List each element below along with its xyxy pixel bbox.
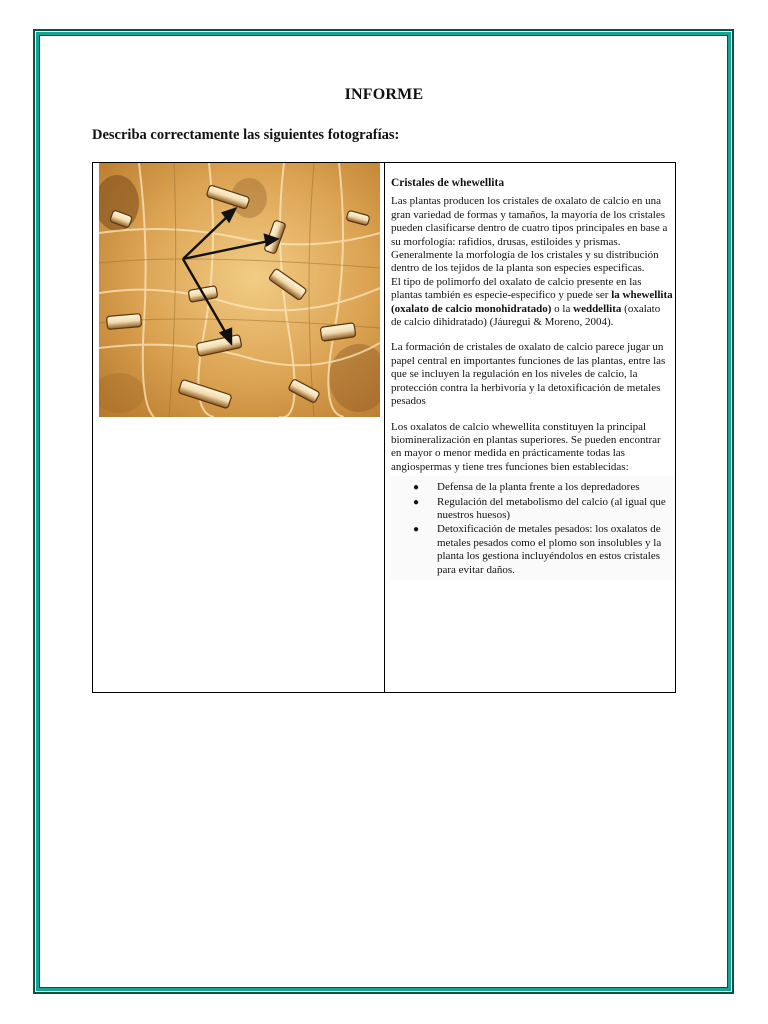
functions-list [391,476,675,580]
paragraph-1-part-c-pre: El tipo de polimorfo del oxalato de calcio presente en las plantas también es especie-especifico y puede ser [391,275,642,302]
description-cell [391,177,673,580]
paragraph-1-part-b: Generalmente la morfología de los cristales y su distribución dentro de los tejidos de la planta son especies especificas. [391,249,659,275]
paragraph-1-part-c-post: (oxalato de calcio dihidratado) (Jáuregui & Moreno, 2004). [391,302,661,329]
paragraph-1-part-a: Las plantas producen los cristales de oxalato de calcio en una gran variedad de formas y tamaños, la mayoría de los cristales pueden clasificarse dentro de cuatro tipos principales en base a su morfología: rafidios, drusas, estiloides y prismas. [391,195,668,248]
bullet-icon: ● [413,496,420,508]
bullet-icon: ● [413,524,420,536]
description-heading: Cristales de whewellita [391,177,505,189]
paragraph-1 [391,195,673,329]
paragraph-1-part-c-mid: o la [551,302,574,315]
paragraph-2: La formación de cristales de oxalato de calcio parece jugar un papel central en importantes funciones de las plantas, entre las que se incluyen la regulación en los niveles de calcio, la protección contra la herbivoría y la detoxificación de metales pesados [391,341,666,408]
document-title: INFORME [344,86,424,103]
list-item: ● Detoxificación de metales pesados: los oxalatos de metales pesados como el plomo son insolubles y la planta los gestiona incluyéndolos en estos cristales para evitar daños. [413,523,662,576]
list-item: ● Defensa de la planta frente a los depredadores [413,481,640,494]
photo-description-table [92,162,676,693]
list-item: ● Regulación del metabolismo del calcio (al igual que nuestros huesos) [413,495,666,521]
whewellita-term: la whewellita (oxalato de calcio monohidratado) [391,289,673,315]
micrograph-image [99,163,380,417]
paragraph-3: Los oxalatos de calcio whewellita constituyen la principal biomineralización en plantas superiores. Se pueden encontrar en mayor o menor medida en prácticamente todas las angiospermas y tiene tres funciones bien establecidas: [391,420,661,473]
instruction-text: Describa correctamente las siguientes fotografías: [92,127,400,143]
bullet-icon: ● [413,482,420,494]
weddellita-term: weddellita [573,302,622,315]
column-divider [384,163,385,692]
